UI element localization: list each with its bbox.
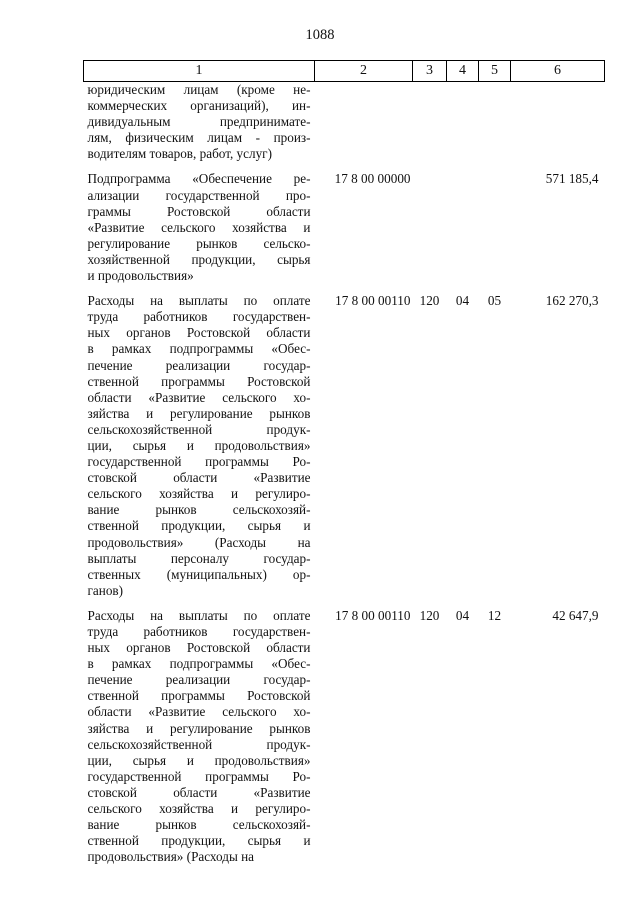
description-line: ственной программы Ростовской [87, 688, 311, 704]
row-subsection-cell [479, 599, 511, 866]
description-line: Подпрограмма «Обеспечение ре- [87, 171, 311, 187]
row-expense-type-cell [413, 162, 447, 284]
header-col-5: 5 [479, 61, 511, 82]
row-target-code-cell [315, 162, 413, 284]
row-section-cell [447, 162, 479, 284]
page-number: 1088 [305, 27, 335, 43]
description-line: ственной продукции, сырья и [87, 833, 311, 849]
row-target-code-cell [315, 284, 413, 599]
row-description [84, 82, 315, 163]
description-line: хозяйственной продукции, сырья [87, 251, 311, 267]
description-line: ализации государственной про- [87, 187, 311, 203]
description-line: ственной продукции, сырья и [87, 518, 311, 534]
row-section-cell [447, 82, 479, 163]
row-expense-type-cell [413, 82, 447, 163]
row-description [84, 599, 315, 866]
description-line: коммерческих организаций), ин- [87, 98, 311, 114]
row-subsection: 05 [487, 293, 502, 309]
description-line: печение реализации государ- [87, 357, 311, 373]
description-line: зяйства и регулирование рынков [87, 405, 311, 421]
row-amount: 42 647,9 [552, 607, 599, 623]
row-section-cell [447, 599, 479, 866]
description-line: «Развитие сельского хозяйства и [87, 219, 311, 235]
description-line: лям, физическим лицам - произ- [87, 130, 311, 146]
description-line: области «Развитие сельского хо- [87, 389, 311, 405]
description-line: вание рынков сельскохозяй- [87, 502, 311, 518]
row-expense-type-cell [413, 284, 447, 599]
description-line: в рамках подпрограммы «Обес- [87, 341, 311, 357]
description-line: Расходы на выплаты по оплате [87, 607, 311, 623]
description-line: сельского хозяйства и регулиро- [87, 801, 311, 817]
row-target-code: 17 8 00 00000 [334, 171, 411, 187]
header-col-3: 3 [413, 61, 447, 82]
description-line: государственной программы Ро- [87, 768, 311, 784]
description-line: продовольствия» (Расходы на [87, 534, 311, 550]
row-subsection: 12 [487, 607, 502, 623]
description-line: области «Развитие сельского хо- [87, 704, 311, 720]
description-line: труда работников государствен- [87, 624, 311, 639]
row-subsection [479, 162, 511, 171]
row-target-code: 17 8 00 00110 [335, 293, 411, 309]
description-line: государственной программы Ро- [87, 454, 311, 470]
row-section: 04 [455, 293, 470, 309]
description-line: ции, сырья и продовольствия» [87, 752, 311, 768]
description-line: печение реализации государ- [87, 672, 311, 688]
table-header [84, 61, 605, 82]
budget-table [83, 60, 605, 865]
description-line: сельскохозяйственной продук- [87, 736, 311, 752]
row-expense-type [413, 162, 447, 171]
row-target-code: 17 8 00 00110 [335, 607, 411, 623]
row-section [447, 162, 479, 171]
description-line: сельского хозяйства и регулиро- [87, 486, 311, 502]
table-body [84, 82, 605, 866]
row-description [84, 162, 315, 284]
description-line: стовской области «Развитие [87, 470, 311, 486]
header-col-4: 4 [447, 61, 479, 82]
description-line: ганов) [87, 582, 124, 598]
description-line: Расходы на выплаты по оплате [87, 293, 311, 309]
row-target-code-cell [315, 82, 413, 163]
description-line: сельскохозяйственной продук- [87, 421, 311, 437]
header-col-1: 1 [84, 61, 315, 82]
description-line: ции, сырья и продовольствия» [87, 437, 311, 453]
description-line: дивидуальным предпринимате- [87, 114, 311, 130]
header-col-2: 2 [315, 61, 413, 82]
row-target-code-cell [315, 599, 413, 866]
header-col-6: 6 [511, 61, 605, 82]
description-line: в рамках подпрограммы «Обес- [87, 656, 311, 672]
description-line: труда работников государствен- [87, 309, 311, 325]
row-expense-type: 120 [419, 607, 440, 623]
description-line: юридическим лицам (кроме не- [87, 82, 311, 97]
description-line: ственных (муниципальных) ор- [87, 566, 311, 582]
description-line: выплаты персоналу государ- [87, 550, 311, 566]
row-description [84, 284, 315, 599]
row-expense-type-cell [413, 599, 447, 866]
description-line: ных органов Ростовской области [87, 325, 311, 341]
row-subsection-cell [479, 82, 511, 163]
row-amount: 571 185,4 [545, 171, 599, 187]
table-row [84, 599, 605, 866]
row-amount: 162 270,3 [545, 293, 599, 309]
row-amount-cell [511, 162, 605, 284]
row-amount-cell [511, 82, 605, 163]
table-row [84, 82, 605, 163]
table-row [84, 284, 605, 599]
description-line: регулирование рынков сельско- [87, 235, 311, 251]
description-line: и продовольствия» [87, 268, 194, 284]
row-expense-type: 120 [419, 293, 440, 309]
description-line: граммы Ростовской области [87, 203, 311, 219]
row-subsection-cell [479, 284, 511, 599]
table-row [84, 162, 605, 284]
description-line: ных органов Ростовской области [87, 640, 311, 656]
row-amount-cell [511, 599, 605, 866]
row-section-cell [447, 284, 479, 599]
description-line: продовольствия» (Расходы на [87, 849, 255, 865]
row-subsection-cell [479, 162, 511, 284]
description-line: вание рынков сельскохозяй- [87, 817, 311, 833]
description-line: стовской области «Развитие [87, 784, 311, 800]
description-line: водителям товаров, работ, услуг) [87, 146, 272, 162]
description-line: зяйства и регулирование рынков [87, 720, 311, 736]
row-amount-cell [511, 284, 605, 599]
description-line: ственной программы Ростовской [87, 373, 311, 389]
row-section: 04 [455, 607, 470, 623]
